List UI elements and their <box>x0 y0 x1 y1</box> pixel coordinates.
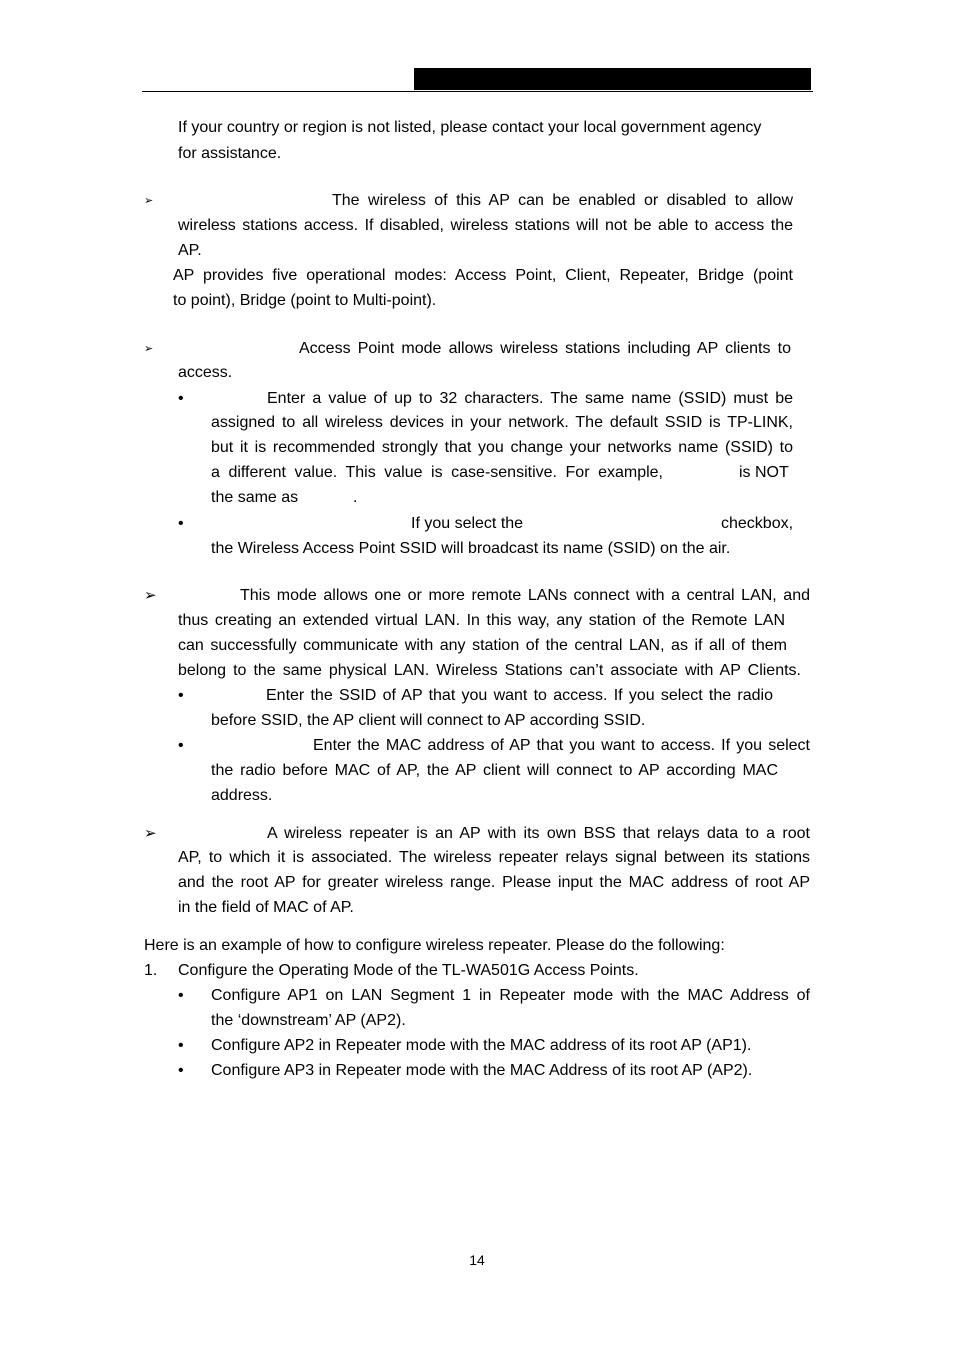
ssid-line-4-end: is NOT <box>739 464 789 481</box>
wireless-radio-line-3: AP. <box>178 242 202 259</box>
example-bullet-2: Configure AP2 in Repeater mode with the MAC address of its root AP (AP1). <box>211 1037 752 1054</box>
ssid-line-3: but it is recommended strongly that you change your networks name (SSID) to <box>211 439 793 456</box>
modes-intro-line-1: AP provides five operational modes: Access Point, Client, Repeater, Bridge (point <box>173 267 793 284</box>
access-point-line-1: Access Point mode allows wireless stations including AP clients to <box>299 340 791 357</box>
ssid-line-4: a different value. This value is case-sensitive. For example, <box>211 464 663 481</box>
step-text: Configure the Operating Mode of the TL-WA501G Access Points. <box>178 962 639 979</box>
ssid-line-1: Enter a value of up to 32 characters. The same name (SSID) must be <box>267 390 793 407</box>
bullet-icon: • <box>178 1037 184 1054</box>
modes-intro-line-2: to point), Bridge (point to Multi-point). <box>173 292 437 309</box>
repeater-line-4: in the field of MAC of AP. <box>178 899 354 916</box>
broadcast-line-1-end: checkbox, <box>721 515 794 532</box>
repeater-line-2: AP, to which it is associated. The wireless repeater relays signal between its stations <box>178 849 810 866</box>
client-ssid-line-1: Enter the SSID of AP that you want to access. If you select the radio <box>266 687 773 704</box>
broadcast-line-2: the Wireless Access Point SSID will broadcast its name (SSID) on the air. <box>211 540 731 557</box>
access-point-line-2: access. <box>178 364 233 381</box>
step-number: 1. <box>144 962 158 979</box>
example-intro: Here is an example of how to configure wireless repeater. Please do the following: <box>144 937 725 954</box>
region-note-line-2: for assistance. <box>178 145 282 162</box>
ssid-line-5-end: . <box>353 489 358 506</box>
arrow-bullet-icon: ➢ <box>144 343 154 355</box>
ssid-line-2: assigned to all wireless devices in your network. The default SSID is TP-LINK, <box>211 414 793 431</box>
client-line-3: can successfully communicate with any station of the central LAN, as if all of them <box>178 637 787 654</box>
client-line-1: This mode allows one or more remote LANs connect with a central LAN, and <box>240 587 810 604</box>
wireless-radio-line-2: wireless stations access. If disabled, wireless stations will not be able to access the <box>178 217 793 234</box>
client-line-2: thus creating an extended virtual LAN. In this way, any station of the Remote LAN <box>178 612 785 629</box>
client-mac-line-2: the radio before MAC of AP, the AP client will connect to AP according MAC <box>211 762 778 779</box>
arrow-bullet-icon: ➢ <box>144 825 157 842</box>
repeater-line-1: A wireless repeater is an AP with its own BSS that relays data to a root <box>267 825 810 842</box>
example-bullet-1-line-2: the ‘downstream’ AP (AP2). <box>211 1012 406 1029</box>
repeater-line-3: and the root AP for greater wireless range. Please input the MAC address of root AP <box>178 874 810 891</box>
client-ssid-line-2: before SSID, the AP client will connect to AP according SSID. <box>211 712 646 729</box>
page-number: 14 <box>469 1252 485 1268</box>
client-line-4: belong to the same physical LAN. Wireless Stations can’t associate with AP Clients. <box>178 662 801 679</box>
bullet-icon: • <box>178 687 184 704</box>
client-mac-line-3: address. <box>211 787 273 804</box>
arrow-bullet-icon: ➢ <box>144 195 154 207</box>
arrow-bullet-icon: ➢ <box>144 587 157 604</box>
bullet-icon: • <box>178 515 184 532</box>
bullet-icon: • <box>178 1062 184 1079</box>
wireless-radio-line-1: The wireless of this AP can be enabled or disabled to allow <box>332 192 793 209</box>
example-bullet-3: Configure AP3 in Repeater mode with the MAC Address of its root AP (AP2). <box>211 1062 753 1079</box>
region-note-line-1: If your country or region is not listed, please contact your local government agency <box>178 119 762 136</box>
example-bullet-1-line-1: Configure AP1 on LAN Segment 1 in Repeater mode with the MAC Address of <box>211 987 810 1004</box>
client-mac-line-1: Enter the MAC address of AP that you want to access. If you select <box>313 737 810 754</box>
broadcast-line-1: If you select the <box>411 515 524 532</box>
bullet-icon: • <box>178 987 184 1004</box>
bullet-icon: • <box>178 737 184 754</box>
bullet-icon: • <box>178 390 184 407</box>
ssid-line-5: the same as <box>211 489 299 506</box>
